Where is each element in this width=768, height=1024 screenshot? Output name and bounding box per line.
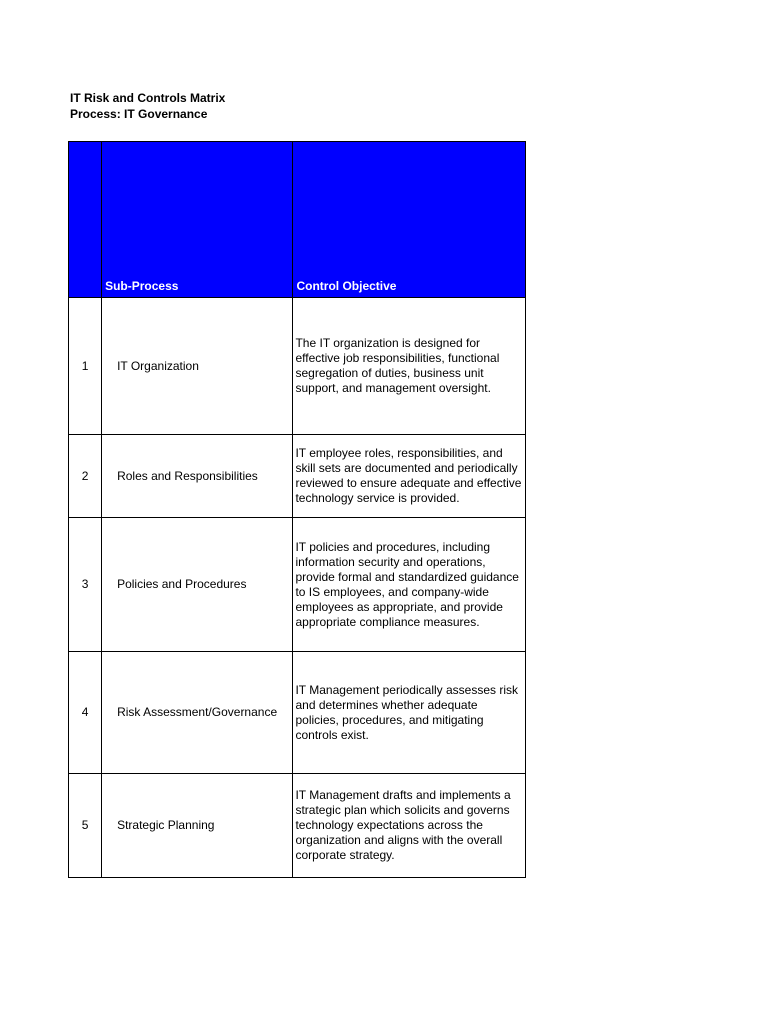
header-control-objective: Control Objective (293, 142, 526, 298)
row-sub-process: Strategic Planning (102, 774, 293, 878)
table-row (69, 298, 526, 435)
process-line: Process: IT Governance (70, 107, 208, 121)
table-row (69, 652, 526, 774)
risk-controls-table (68, 141, 526, 878)
row-sub-process: IT Organization (102, 298, 293, 435)
row-control-objective: IT employee roles, responsibilities, and skill sets are documented and periodically reviewed to ensure adequate and effective technology service is provided. (293, 435, 526, 518)
row-control-objective: IT policies and procedures, including information security and operations, provide formal and standardized guidance to IS employees, and company-wide employees as appropriate, and provide appropriate compliance measures. (293, 518, 526, 652)
row-number: 1 (69, 298, 102, 435)
table-header-row (69, 142, 526, 298)
row-number: 4 (69, 652, 102, 774)
header-number (69, 142, 102, 298)
table-row (69, 518, 526, 652)
table-row (69, 435, 526, 518)
document-title-block (70, 90, 225, 122)
row-control-objective: IT Management periodically assesses risk and determines whether adequate policies, procedures, and mitigating controls exist. (293, 652, 526, 774)
row-sub-process: Risk Assessment/Governance (102, 652, 293, 774)
table-row (69, 774, 526, 878)
row-sub-process: Policies and Procedures (102, 518, 293, 652)
row-number: 3 (69, 518, 102, 652)
row-control-objective: The IT organization is designed for effective job responsibilities, functional segregation of duties, business unit support, and management oversight. (293, 298, 526, 435)
row-control-objective: IT Management drafts and implements a strategic plan which solicits and governs technology expectations across the organization and aligns with the overall corporate strategy. (293, 774, 526, 878)
header-sub-process: Sub-Process (102, 142, 293, 298)
document-title: IT Risk and Controls Matrix (70, 91, 226, 105)
row-number: 2 (69, 435, 102, 518)
row-number: 5 (69, 774, 102, 878)
row-sub-process: Roles and Responsibilities (102, 435, 293, 518)
